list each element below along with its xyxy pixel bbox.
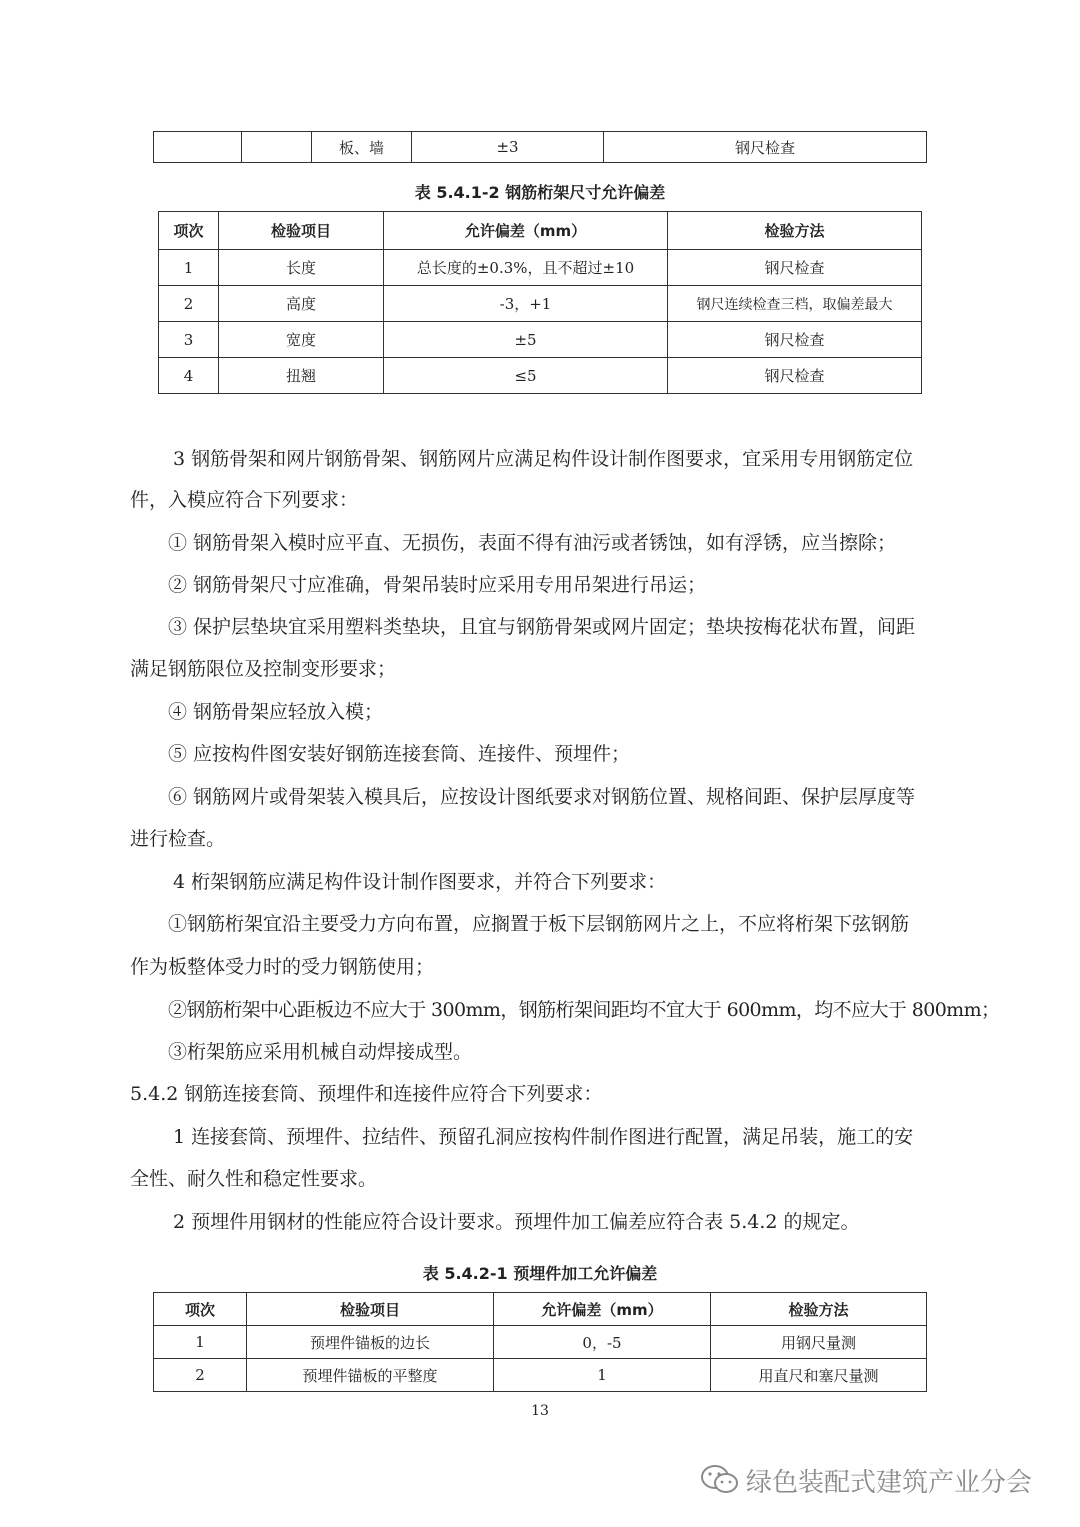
paragraph-line: ②钢筋桁架中心距板边不应大于 300mm，钢筋桁架间距均不宜大于 600mm，均不应大于 800mm； <box>168 999 1000 1021</box>
table-truss-deviation <box>158 211 922 394</box>
paragraph-line: 3 钢筋骨架和网片钢筋骨架、钢筋网片应满足构件设计制作图要求，宜采用专用钢筋定位 <box>173 448 914 470</box>
paragraph-line: ⑤ 应按构件图安装好钢筋连接套筒、连接件、预埋件； <box>168 743 631 765</box>
paragraph-line: 件，入模应符合下列要求： <box>130 489 359 511</box>
paragraph-line: ③桁架筋应采用机械自动焊接成型。 <box>168 1041 473 1063</box>
paragraph-line: ③ 保护层垫块宜采用塑料类垫块，且宜与钢筋骨架或网片固定；垫块按梅花状布置，间距 <box>168 616 916 638</box>
table-cell: 1 <box>159 250 219 286</box>
table-cell: 扭翘 <box>219 358 384 394</box>
paragraph-line: ⑥ 钢筋网片或骨架装入模具后，应按设计图纸要求对钢筋位置、规格间距、保护层厚度等 <box>168 786 916 808</box>
column-header: 允许偏差（mm） <box>494 1293 711 1326</box>
table-row <box>159 322 922 358</box>
table-cell: 1 <box>494 1359 711 1392</box>
table-cell: 长度 <box>219 250 384 286</box>
table-cell: 钢尺连续检查三档，取偏差最大 <box>668 286 922 322</box>
table-cell <box>242 132 312 163</box>
table-embedded-parts-deviation <box>153 1292 927 1392</box>
table-row <box>154 1326 927 1359</box>
paragraph-line: 作为板整体受力时的受力钢筋使用； <box>130 956 435 978</box>
table-cell: 总长度的±0.3%，且不超过±10 <box>384 250 668 286</box>
paragraph-line: ①钢筋桁架宜沿主要受力方向布置，应搁置于板下层钢筋网片之上，不应将桁架下弦钢筋 <box>168 913 910 935</box>
paragraph-line: 4 桁架钢筋应满足构件设计制作图要求，并符合下列要求： <box>173 871 667 893</box>
table-cell: 宽度 <box>219 322 384 358</box>
table-row <box>159 358 922 394</box>
column-header: 允许偏差（mm） <box>384 212 668 250</box>
table-cell: ±5 <box>384 322 668 358</box>
table-cell: 高度 <box>219 286 384 322</box>
column-header: 检验项目 <box>247 1293 494 1326</box>
table-cell: 0，-5 <box>494 1326 711 1359</box>
column-header: 项次 <box>154 1293 247 1326</box>
table-row <box>154 132 927 163</box>
paragraph-line: ② 钢筋骨架尺寸应准确，骨架吊装时应采用专用吊架进行吊运； <box>168 574 707 596</box>
table-cell: 钢尺检查 <box>604 132 927 163</box>
table-cell: 2 <box>159 286 219 322</box>
table-cell: ≤5 <box>384 358 668 394</box>
paragraph-line: 进行检查。 <box>130 828 226 850</box>
watermark-text: 绿色装配式建筑产业分会 <box>746 1467 1033 1498</box>
table-row <box>159 250 922 286</box>
table-cell: 用直尺和塞尺量测 <box>711 1359 927 1392</box>
table-cell: -3，+1 <box>384 286 668 322</box>
paragraph-line: 2 预埋件用钢材的性能应符合设计要求。预埋件加工偏差应符合表 5.4.2 的规定。 <box>173 1211 860 1233</box>
paragraph-line: 5.4.2 钢筋连接套筒、预埋件和连接件应符合下列要求： <box>130 1083 603 1105</box>
table-cell: 4 <box>159 358 219 394</box>
paragraph-line: 1 连接套筒、预埋件、拉结件、预留孔洞应按构件制作图进行配置，满足吊装，施工的安 <box>173 1126 914 1148</box>
table-cell: ±3 <box>412 132 604 163</box>
table-row <box>154 1359 927 1392</box>
table-cell: 1 <box>154 1326 247 1359</box>
wechat-icon <box>700 1463 740 1497</box>
table-top-continuation <box>153 131 927 163</box>
table2-caption: 表 5.4.2-1 预埋件加工允许偏差 <box>422 1264 658 1283</box>
table-cell: 3 <box>159 322 219 358</box>
table-cell: 板、墙 <box>312 132 412 163</box>
table-cell <box>154 132 242 163</box>
paragraph-line: 满足钢筋限位及控制变形要求； <box>130 658 397 680</box>
column-header: 检验项目 <box>219 212 384 250</box>
table-header-row <box>154 1293 927 1326</box>
table-header-row <box>159 212 922 250</box>
paragraph-line: ① 钢筋骨架入模时应平直、无损伤，表面不得有油污或者锈蚀，如有浮锈，应当擦除； <box>168 532 897 554</box>
table-cell: 钢尺检查 <box>668 322 922 358</box>
watermark <box>700 1460 1032 1500</box>
paragraph-line: ④ 钢筋骨架应轻放入模； <box>168 701 384 723</box>
column-header: 检验方法 <box>711 1293 927 1326</box>
table-row <box>159 286 922 322</box>
page-number: 13 <box>531 1403 549 1419</box>
table1-caption: 表 5.4.1-2 钢筋桁架尺寸允许偏差 <box>414 183 666 202</box>
table-cell: 预埋件锚板的平整度 <box>247 1359 494 1392</box>
paragraph-line: 全性、耐久性和稳定性要求。 <box>130 1168 378 1190</box>
table-cell: 钢尺检查 <box>668 358 922 394</box>
table-cell: 预埋件锚板的边长 <box>247 1326 494 1359</box>
table-cell: 2 <box>154 1359 247 1392</box>
column-header: 项次 <box>159 212 219 250</box>
table-cell: 钢尺检查 <box>668 250 922 286</box>
table-cell: 用钢尺量测 <box>711 1326 927 1359</box>
column-header: 检验方法 <box>668 212 922 250</box>
